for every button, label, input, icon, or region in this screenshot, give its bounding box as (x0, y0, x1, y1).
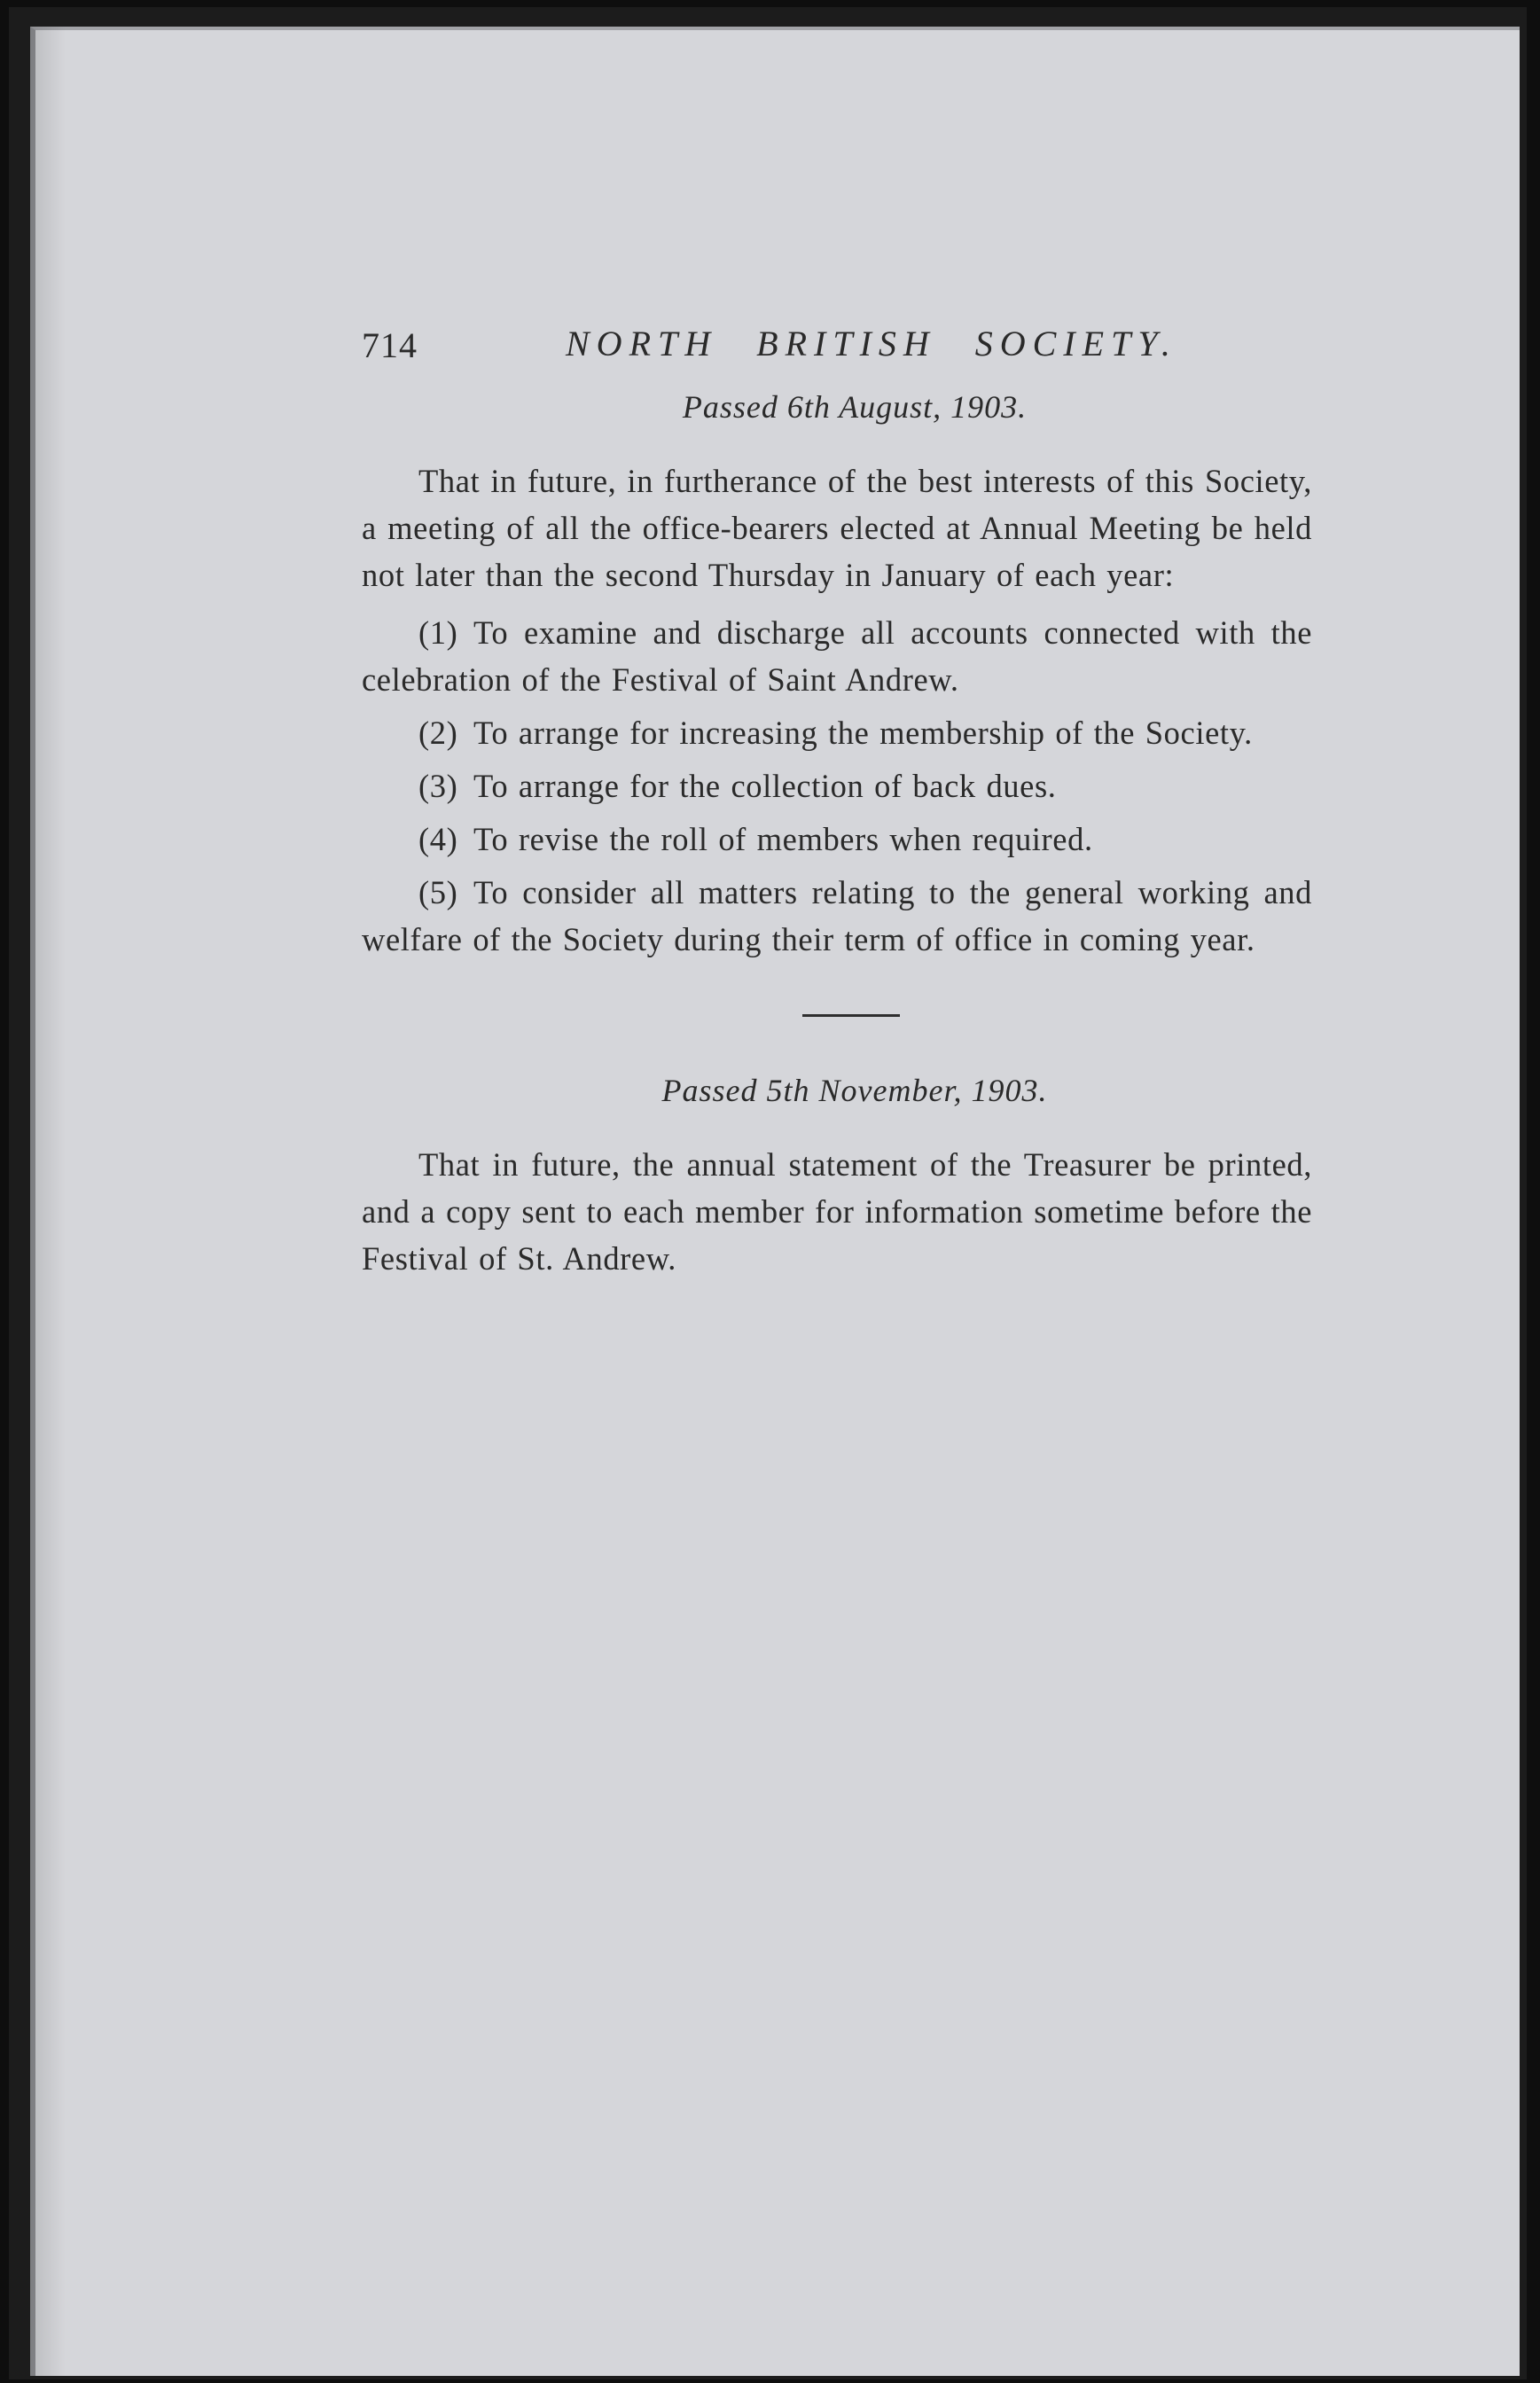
list-item (362, 709, 1312, 756)
running-title: NORTH BRITISH SOCIETY. (566, 324, 1177, 363)
item-number: (4) (418, 821, 458, 857)
item-text: To revise the roll of members when required. (473, 821, 1093, 857)
item-number: (5) (418, 874, 458, 910)
resolution-1-heading: Passed 6th August, 1903. (682, 389, 1028, 425)
resolution-2-heading: Passed 5th November, 1903. (661, 1073, 1048, 1108)
item-text: To arrange for the collection of back dues. (473, 768, 1057, 804)
item-text: To examine and discharge all accounts connected with the celebration of the Festival of Saint Andrew. (362, 614, 1312, 698)
item-text: To arrange for increasing the membership of the Society. (473, 715, 1253, 751)
list-item (362, 869, 1312, 963)
page-number: 714 (362, 325, 418, 365)
list-item (362, 816, 1312, 863)
item-number: (2) (418, 715, 458, 751)
resolution-1-intro: That in future, in furtherance of the best interests of this Society, a meeting of all the office-bearers elected at Annual Meeting be held not later than the second Thursday in January of each year: (362, 463, 1312, 593)
item-number: (3) (418, 768, 458, 804)
gutter-shadow (30, 27, 66, 2376)
resolution-2-text: That in future, the annual statement of the Treasurer be printed, and a copy sent to each member for information sometime before the Festival of St. Andrew. (362, 1146, 1312, 1277)
item-number: (1) (418, 614, 458, 651)
section-divider (802, 1014, 900, 1017)
running-head (362, 319, 1312, 372)
page-text (362, 319, 1312, 1293)
item-text: To consider all matters relating to the general working and welfare of the Society during their term of office in coming year. (362, 874, 1312, 957)
list-item (362, 609, 1312, 703)
list-item (362, 762, 1312, 809)
